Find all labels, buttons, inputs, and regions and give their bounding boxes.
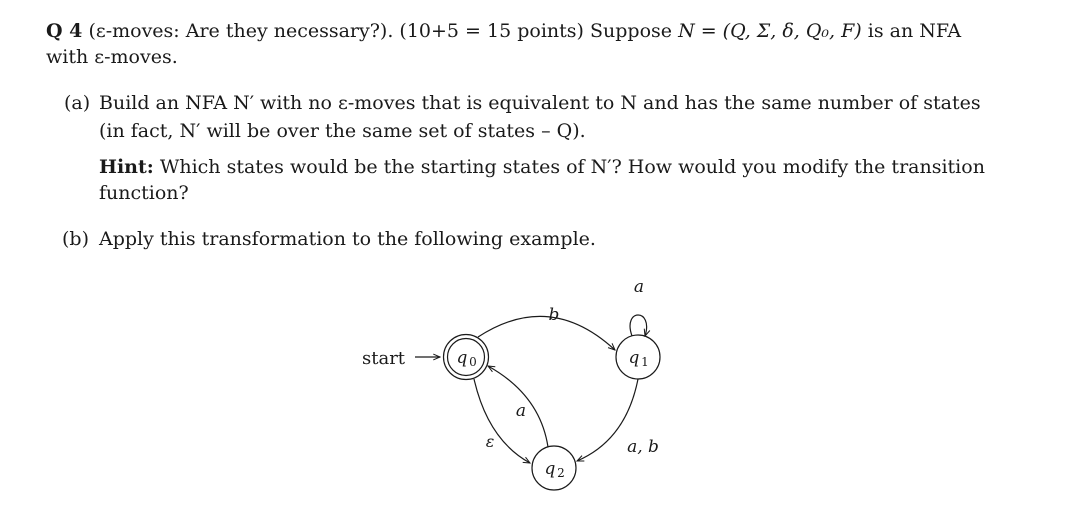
edge-q0-q1 [478,316,615,350]
question-title: (ε-moves: Are they necessary?). [88,20,394,42]
question-is-an-nfa: is an NFA [867,20,962,42]
state-q2-sub: 2 [557,466,565,480]
part-a-line-2: (in fact, N′ will be over the same set of states – Q). [99,120,586,142]
question-suppose: Suppose [590,20,673,42]
state-q1-sub: 1 [641,355,649,369]
state-q0-label: q [456,348,468,368]
hint-text: Which states would be the starting states of N′? How would you modify the transition [159,156,985,178]
part-b-marker: (b) [62,228,89,250]
question-label: Q 4 [46,20,83,42]
hint-line-2: function? [99,182,189,204]
edge-q1-loop [630,315,647,336]
edge-q0-q1-label: b [548,305,560,325]
edge-q1-loop-label: a [633,277,645,297]
nfa-tuple: N = (Q, Σ, δ, Q₀, F) [678,20,862,42]
state-q0 [444,335,489,380]
part-a-line-1: Build an NFA N′ with no ε-moves that is equivalent to N and has the same number of states [99,92,981,114]
question-points: (10+5 = 15 points) [399,20,584,42]
state-q1 [616,335,660,379]
state-q2-label: q [544,459,556,479]
part-a-marker: (a) [64,92,91,114]
question-line-2: with ε-moves. [46,46,178,68]
part-b-text: Apply this transformation to the following example. [99,228,596,250]
edge-q2-q0-label: a [515,401,527,421]
state-q2 [532,446,576,490]
edge-q1-q2-label: a, b [627,437,659,457]
start-label: start [362,348,406,369]
hint-label: Hint: [99,156,154,178]
edge-q0-q2-label: ε [485,432,495,451]
state-q0-sub: 0 [469,355,477,369]
state-q1-label: q [628,348,640,368]
